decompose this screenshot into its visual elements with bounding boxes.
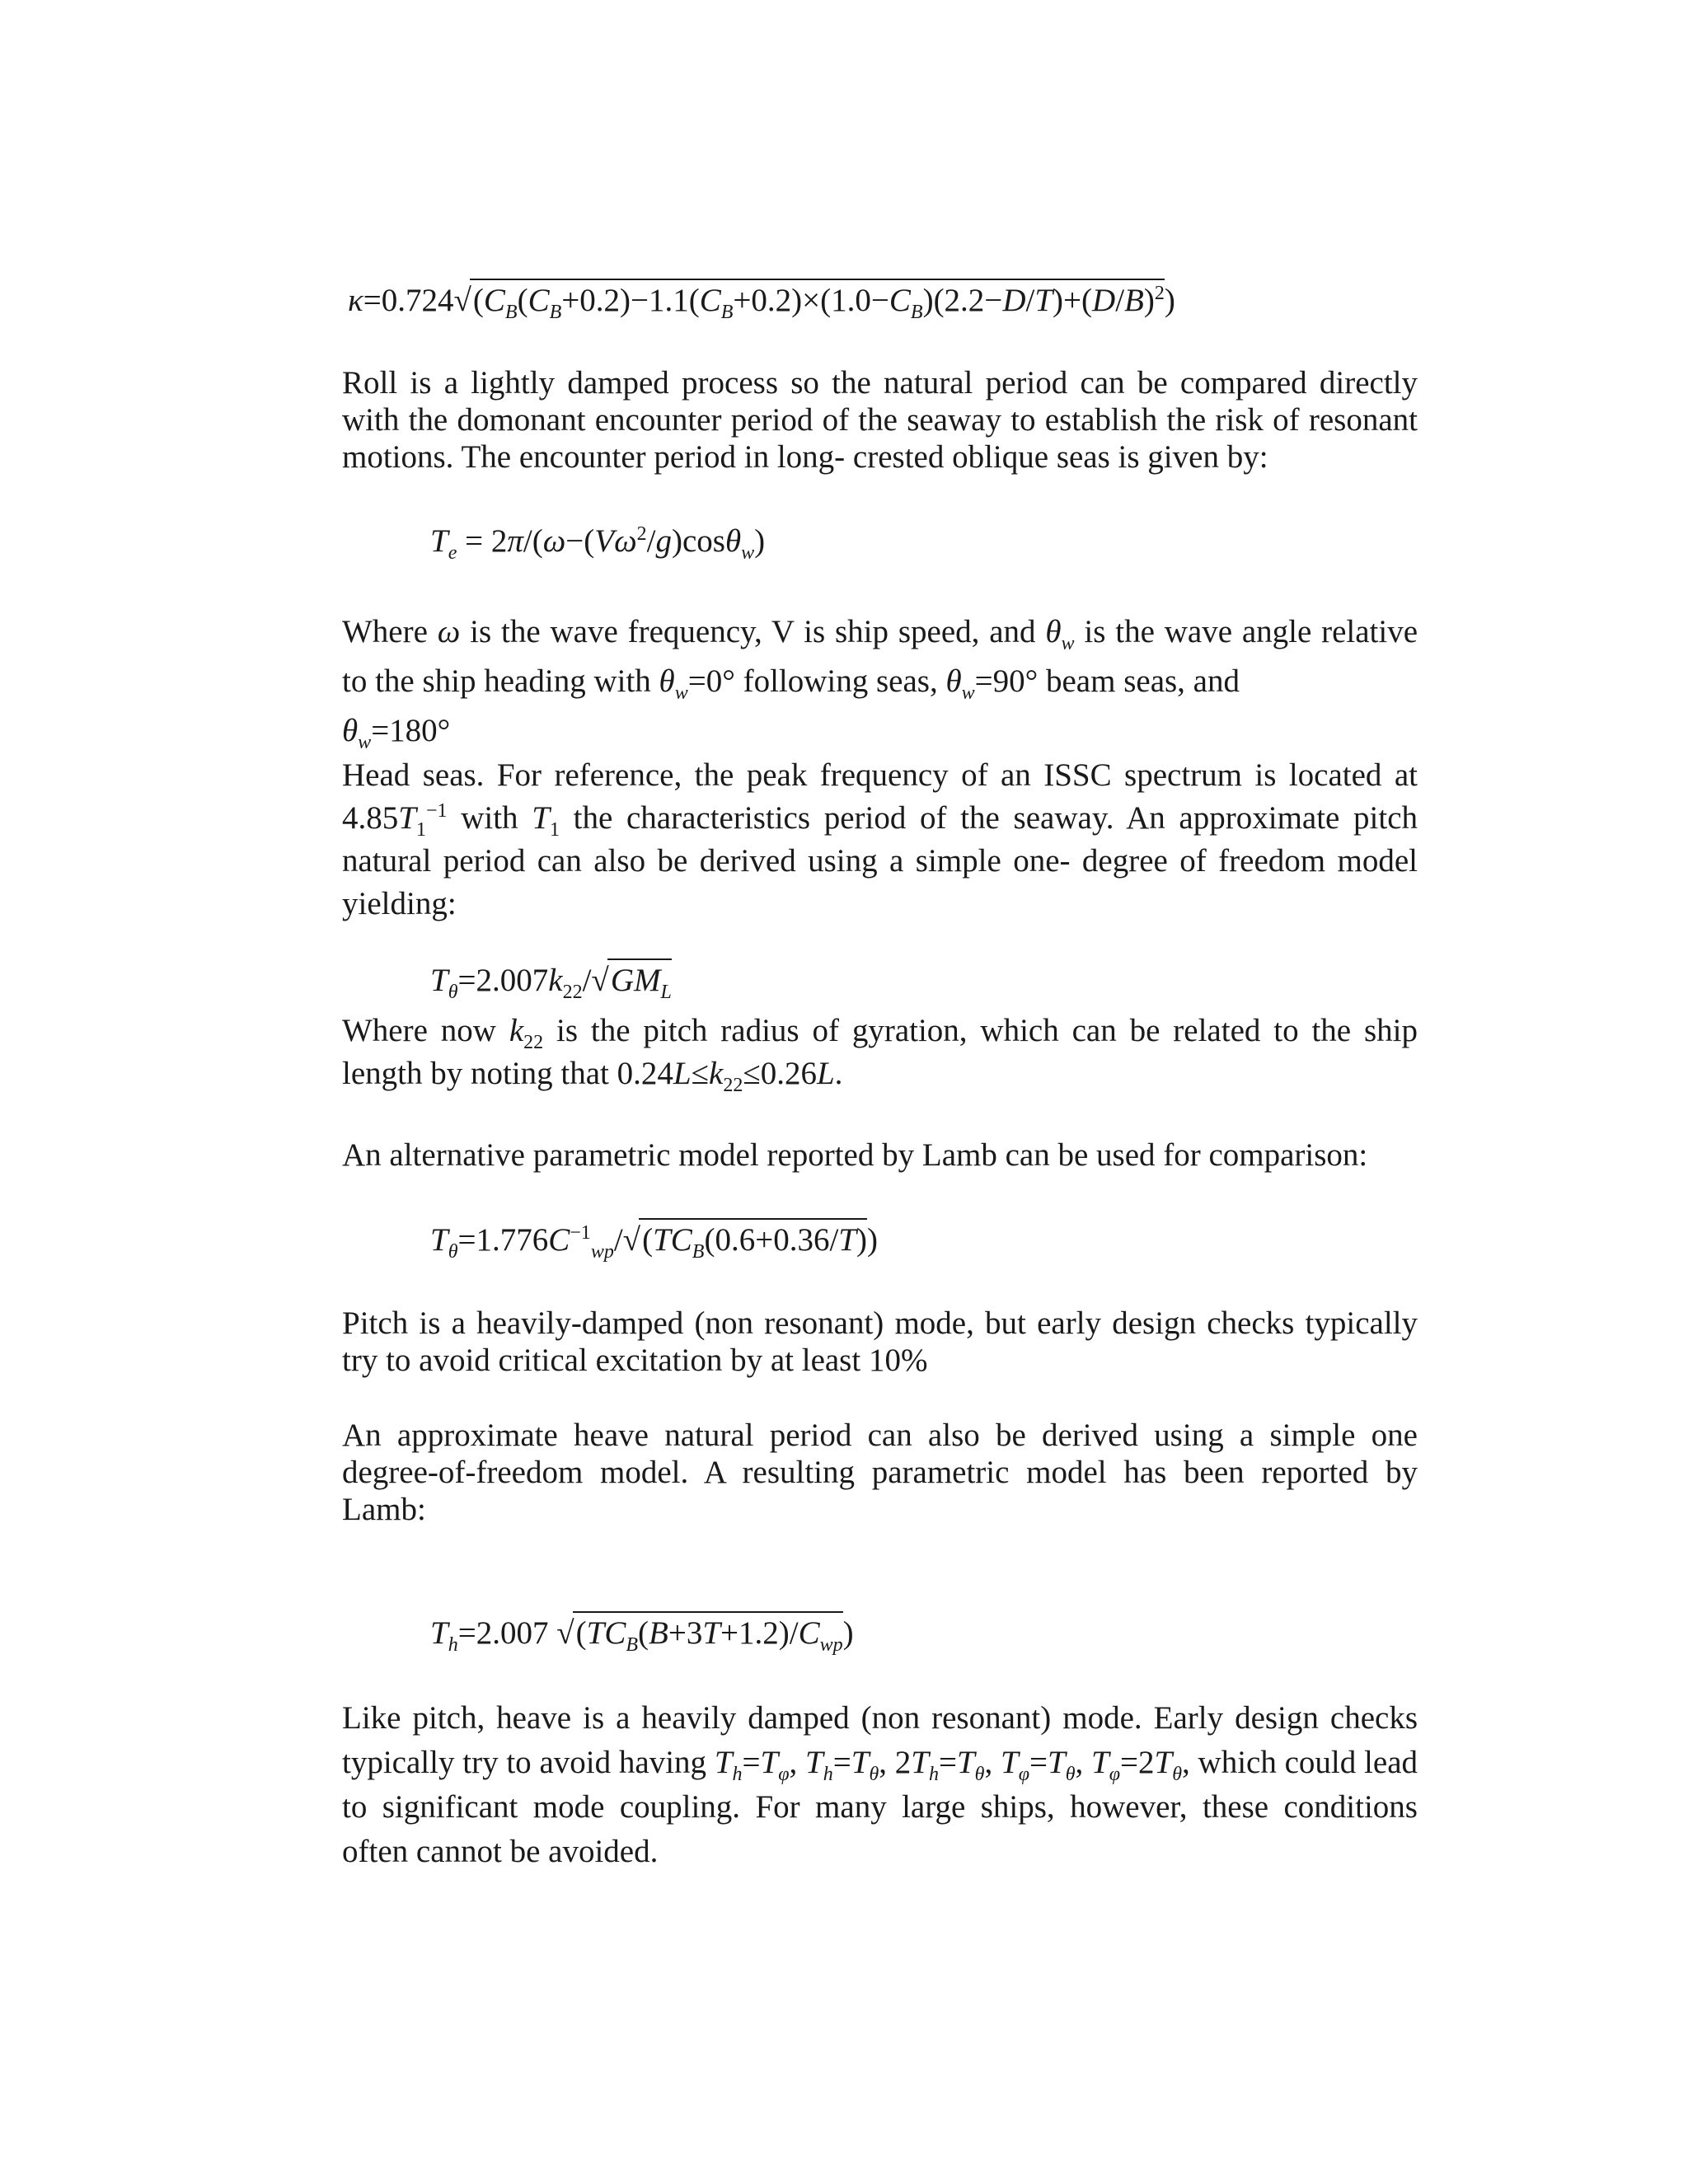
theta-ninety: $\theta_w$ xyxy=(945,663,975,704)
paragraph-pitch-damped: Pitch is a heavily-damped (non resonant) mode, but early design checks typically try to avoid critical excitation by at least 10% xyxy=(342,1305,1418,1378)
theta-zero: $\theta_w$ xyxy=(659,663,688,704)
theta-w-symbol: $\theta_w$ xyxy=(1045,614,1075,654)
equation-encounter-period: $T_e = 2\pi/(\omega-(V\omega^2/g)\cos\theta_w)$ xyxy=(430,523,766,564)
omega-symbol: ω xyxy=(437,614,461,649)
paragraph-roll: Roll is a lightly damped process so the natural period can be compared directly with the domonant encounter period of the seaway to establish the risk of resonant motions. The encounter period in long- crested oblique seas is given by: xyxy=(342,365,1418,475)
paragraph-radius-gyration: Where now $k_{22}$ is the pitch radius of gyration, which can be related to the ship length by noting that $0.24L\le k_{22}\le 0.26L$. xyxy=(342,1013,1418,1096)
paragraph-heave-model: An approximate heave natural period can also be derived using a simple one degree-of-freedom model. A resulting parametric model has been reported by Lamb: xyxy=(342,1418,1418,1527)
equation-kappa: $\kappa=0.724√(C_B(C_B+0.2)-1.1(C_B+0.2)\times(1.0-C_B)(2.2-D/T)+(D/B)^2)$ xyxy=(348,279,1175,321)
paragraph-mode-coupling: Like pitch, heave is a heavily damped (non resonant) mode. Early design checks typically try to avoid having $T_h=T_\varphi$, $T_h=T_\theta$, $2T_h=T_\theta$, $T_\varphi=T_\theta$, $T_\varphi=2T_\theta$, which could lead to significant mode coupling. For many large ships, however, these conditions often cannot be avoided. xyxy=(342,1700,1418,1869)
paragraph-wave-definitions: Where ω is the wave frequency, V is ship speed, and $\theta_w$ is the wave angle relative to the ship heading with $\theta_w=0^\circ$ following seas, $\theta_w=90^\circ$ beam seas, and $\theta_w=180^\circ$ xyxy=(342,614,1418,753)
paragraph-head-seas: Head seas. For reference, the peak frequency of an ISSC spectrum is located at $4.85T_1^{-1}$ with $T_1$ the characteristics period of the seaway. An approximate pitch natural period can also be derived using a simple one- degree of freedom model yielding: xyxy=(342,757,1418,921)
theta-one-eighty: $\theta_w$ xyxy=(342,713,372,753)
equation-pitch-lamb: $T_\theta=1.776C^{-1}_{wp}/√(TC_B(0.6+0.36/T))$ xyxy=(430,1218,878,1261)
equation-heave-period: $T_h=2.007$ $√(TC_B(B+3T+1.2)/C_{wp})$ xyxy=(430,1611,854,1654)
paragraph-lamb-alternative: An alternative parametric model reported by Lamb can be used for comparison: xyxy=(342,1137,1368,1173)
equation-pitch-period: $T_\theta=2.007k_{22}/√GM_L$ xyxy=(430,958,672,1001)
